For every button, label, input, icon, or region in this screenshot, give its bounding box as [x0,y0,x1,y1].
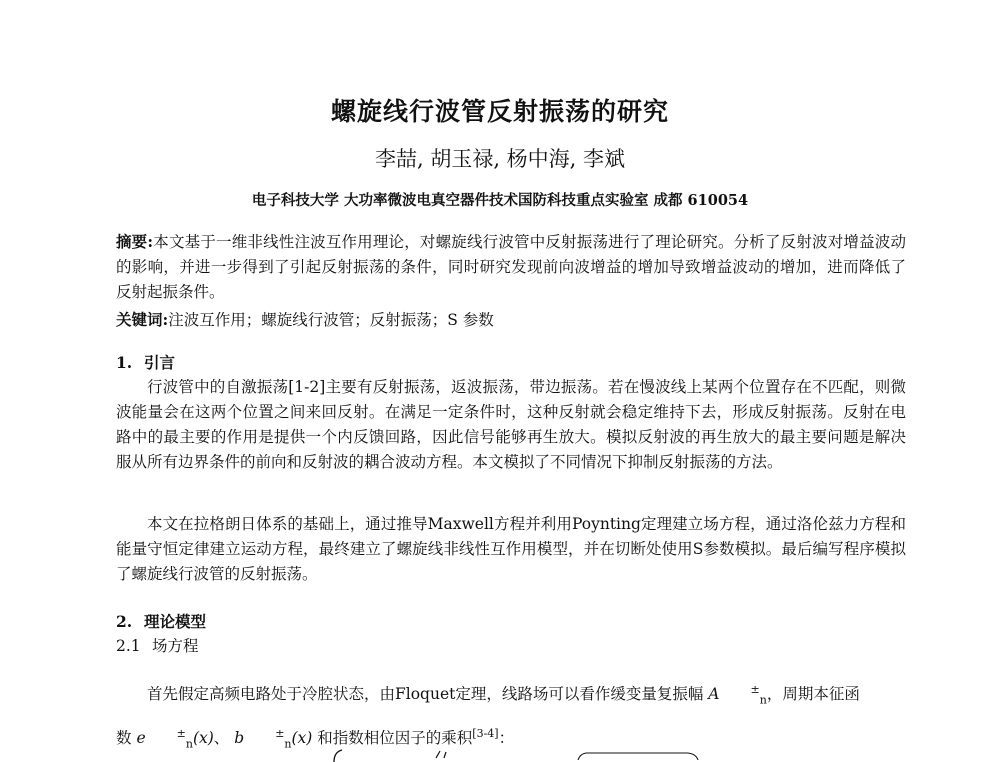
overbrace-fragment [578,753,698,760]
paper-authors: 李喆, 胡玉禄, 杨中海, 李斌 [374,147,626,171]
section-title: 引言 [144,353,176,372]
paragraph-intro-2: 本文在拉格朗日体系的基础上，通过推导Maxwell方程并利用Poynting定理建立场方程，通过洛伦兹力方程和能量守恒定律建立运动方程，最终建立了螺旋线非线性互作用模型，并在切断处使用S参数模拟。最后编写程序模拟了螺旋线行波管的反射振荡。 [116,515,906,583]
text-run: 数 [116,729,132,748]
abstract-label: 摘要: [116,232,154,251]
citation: [3-4] [472,727,499,741]
math-amplitude-A: A ±$_n$ [708,683,767,707]
math-eigenfunction-b: b ±$_n$(x) [234,727,313,751]
subsection-title: 场方程 [152,637,199,655]
section-heading-1 [116,350,906,375]
paragraph-intro-1: 行波管中的自激振荡[1-2]主要有反射振荡，返波振荡，带边振荡。若在慢波线上某两个位置存在不匹配，则微波能量会在这两个位置之间来回反射。在满足一定条件时，这种反射就会稳定维持下去，形成反射振荡。反射在电路中的最主要的作用是提供一个内反馈回路，因此信号能够再生放大。模拟反射波的再生放大的最主要问题是解决服从所有边界条件的前向和反射波的耦合波动方程。本文模拟了不同情况下抑制反射振荡的方法。 [116,378,906,471]
abstract [116,229,906,305]
equation-glyph-fragment [436,751,446,758]
section-number: 2. [116,612,133,631]
text-run: ，周期本征函 [766,685,860,704]
section-number: 1. [116,353,133,372]
text-run: 首先假定高频电路处于冷腔状态，由Floquet定理，线路场可以看作缓变量复振幅 [147,685,704,704]
text-run: 和指数相位因子的乘积 [317,729,473,748]
section-heading-2 [116,609,906,634]
section-title: 理论模型 [144,612,207,631]
subsection-number: 2.1 [116,637,141,655]
abstract-text: 本文基于一维非线性注波互作用理论，对螺旋线行波管中反射振荡进行了理论研究。分析了反射波对增益波动的影响，并进一步得到了引起反射振荡的条件，同时研究发现前向波增益的增加导致增益波动的增加，进而降低了反射起振条件。 [116,233,906,301]
brace-left-top [334,750,342,762]
keywords-text: 注波互作用；螺旋线行波管；反射振荡；S 参数 [168,311,494,329]
math-eigenfunction-e: e ±$_n$(x) [136,727,214,751]
paper-title: 螺旋线行波管反射振荡的研究 [330,97,669,126]
text-run: ： [498,729,515,748]
paper-affiliation: 电子科技大学 大功率微波电真空器件技术国防科技重点实验室 成都 610054 [251,192,749,209]
subsection-heading-2-1 [116,634,906,659]
text-run: 、 [213,729,230,748]
keywords-label: 关键词: [116,310,169,329]
keywords [116,307,906,333]
